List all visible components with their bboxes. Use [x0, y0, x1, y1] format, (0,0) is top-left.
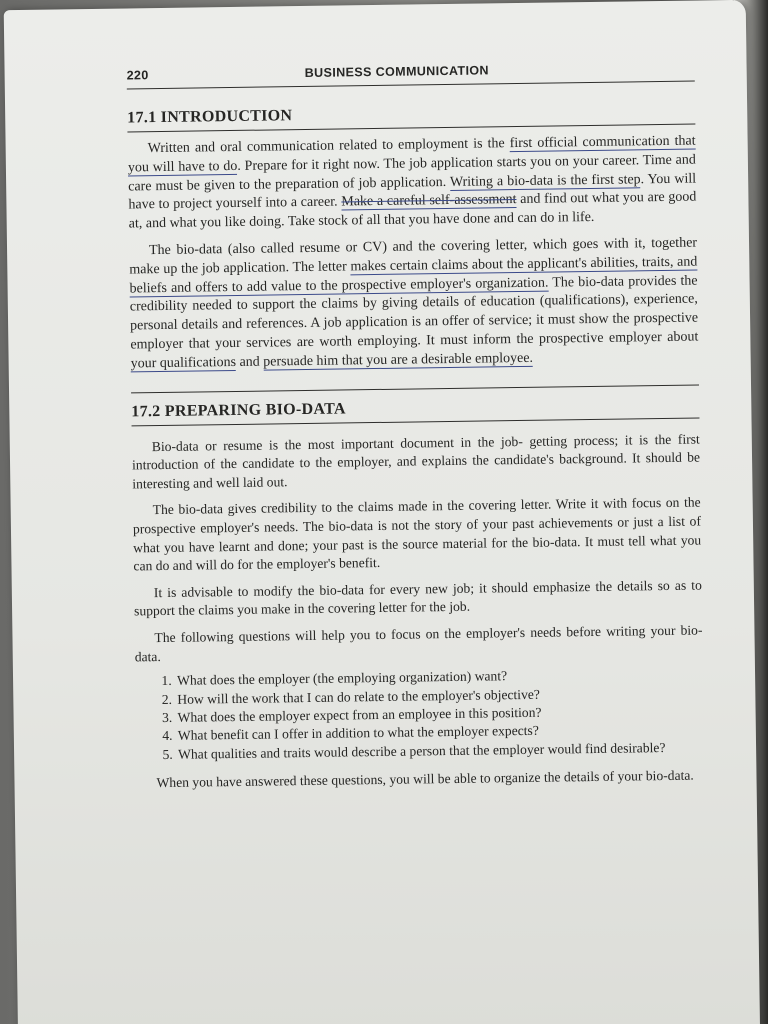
section-introduction [127, 102, 699, 374]
book-page [4, 0, 760, 1024]
bio-paragraph-2: The bio-data gives credibility to the claims made in the covering letter. Write it with focus on the prospective employer's needs. The bio-data is not the story of your past achievements or just a list of what you have learnt and done; your past is the source material for the bio-data. It must tell what you can do and will do for the employer's benefit. [132, 494, 702, 574]
list-item: 1. What does the employer (the employing organization) want? [175, 665, 703, 691]
pen-underline: Writing a bio-data is the first step [449, 171, 641, 190]
section-preparing-bio-data [131, 395, 704, 793]
question-list [135, 665, 704, 765]
intro-paragraph-2: The bio-data (also called resume or CV) and the covering letter, which goes with it, together make up the job application. The letter makes certain claims about the applicant's abilities, traits, and beliefs and offers to add value to the prospective employer's organization. The bio-data provides the credibility needed to support the claims by giving details of education (qualifications), experience, personal details and references. A job application is an offer of service; it must show the prospective employer that your services are worth employing. It must inform the prospective employer about your qualifications and persuade him that you are a desirable employee. [129, 235, 699, 372]
list-item: 5. What qualities and traits would describe a person that the employer would find desirable? [176, 738, 704, 764]
bio-paragraph-4: The following questions will help you to focus on the employer's needs before writing your bio-data. [134, 622, 703, 664]
page-content [127, 61, 705, 794]
section-divider [131, 384, 699, 393]
list-item: 3. What does the employer expect from an employee in this position? [175, 701, 703, 727]
pen-underline: first official communication that you will have to do [127, 133, 696, 176]
intro-paragraph-1: Written and oral communication related to employment is the first official communication that you will have to do. Prepare for it right now. The job application starts you on your career. Time and care must be given to the preparation of job application. Writing a bio-data is the first step. You will have to project yourself into a career. Make a careful self-assessment and find out what you are good at, and what you like doing. Take stock of all that you have done and can do in life. [127, 133, 697, 232]
closing-paragraph: When you have answered these questions, you will be able to organize the details of your bio-data. [156, 767, 694, 791]
section-heading-introduction: 17.1 INTRODUCTION [127, 102, 695, 133]
pen-strikethrough: Make a careful self-assessment [341, 192, 517, 210]
pen-underline: makes certain claims about the applicant's abilities, traits, and beliefs and offers to add value to the prospective employer's organization. [129, 254, 698, 297]
bio-paragraph-3: It is advisable to modify the bio-data for every new job; it should emphasize the details so as to support the claims you make in the covering letter for the job. [134, 577, 702, 619]
bio-paragraph-1: Bio-data or resume is the most important document in the job- getting process; it is the first introduction of the candidate to the employer, and explains the candidate's background. It should be interesting and well laid out. [131, 431, 701, 492]
page-number: 220 [126, 68, 149, 83]
pen-underline: your qualifications [130, 354, 237, 372]
list-item: 2. How will the work that I can do relate to the employer's objective? [175, 683, 703, 709]
list-item: 4. What benefit can I offer in addition to what the employer expects? [176, 720, 704, 746]
running-head-title: BUSINESS COMMUNICATION [304, 63, 490, 80]
pen-underline: persuade him that you are a desirable employee. [263, 350, 534, 370]
running-head [127, 61, 695, 90]
section-heading-preparing: 17.2 PREPARING BIO-DATA [131, 395, 699, 426]
